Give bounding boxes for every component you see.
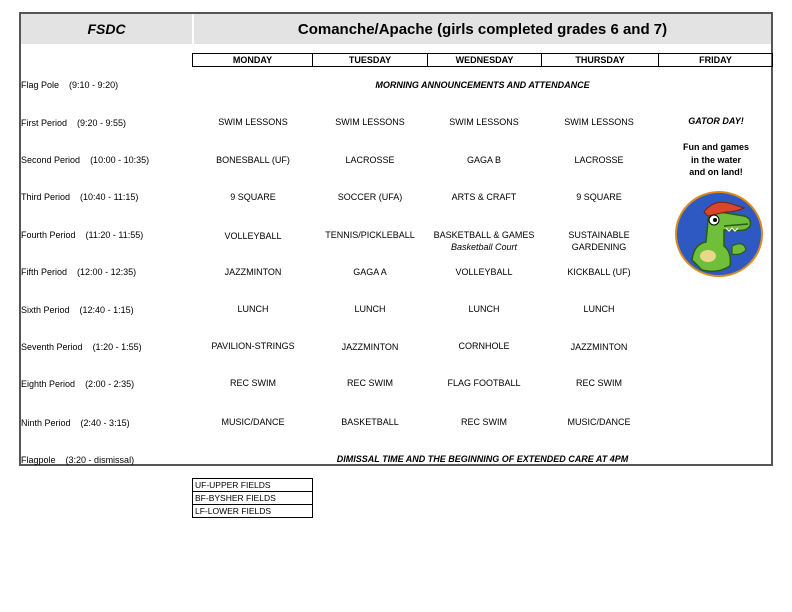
schedule-cell: 9 SQUARE: [230, 192, 276, 202]
period-label: Eighth Period (2:00 - 2:35): [21, 379, 135, 389]
schedule-cell: VOLLEYBALL: [224, 231, 282, 241]
schedule-cell: SUSTAINABLE GARDENING: [568, 230, 630, 252]
gator-day-title: GATOR DAY!: [688, 116, 744, 126]
morning-banner: MORNING ANNOUNCEMENTS AND ATTENDANCE: [375, 80, 590, 90]
location-note: Basketball Court: [450, 242, 518, 252]
dismissal-banner: DIMISSAL TIME AND THE BEGINNING OF EXTENDED CARE AT 4PM: [336, 454, 629, 464]
schedule-cell: KICKBALL (UF): [567, 267, 631, 277]
schedule-cell: PAVILION-STRINGS: [211, 341, 295, 351]
schedule-cell: JAZZMINTON: [570, 342, 628, 352]
day-friday: FRIDAY: [699, 55, 732, 65]
legend-item: UF-UPPER FIELDS: [193, 479, 312, 492]
schedule-cell: MUSIC/DANCE: [221, 417, 285, 427]
period-label: Fourth Period (11:20 - 11:55): [21, 230, 144, 240]
friday-line: in the water: [690, 154, 741, 165]
schedule-cell: GAGA A: [353, 267, 387, 277]
day-monday: MONDAY: [193, 54, 313, 66]
schedule-cell: LUNCH: [237, 304, 269, 314]
field-legend: [192, 478, 313, 518]
schedule-cell: JAZZMINTON: [224, 267, 282, 277]
schedule-cell: SWIM LESSONS: [449, 117, 519, 127]
schedule-cell: REC SWIM: [230, 378, 276, 388]
schedule-cell: SWIM LESSONS: [564, 117, 634, 127]
day-header-row: [192, 53, 773, 67]
period-label: Fifth Period (12:00 - 12:35): [21, 267, 137, 277]
schedule-cell: CORNHOLE: [458, 341, 510, 351]
period-label: Sixth Period (12:40 - 1:15): [21, 305, 134, 315]
friday-line: Fun and games: [682, 142, 749, 152]
schedule-cell: GAGA B: [466, 155, 501, 165]
period-label: Seventh Period (1:20 - 1:55): [21, 342, 142, 352]
schedule-cell: SWIM LESSONS: [218, 117, 288, 127]
schedule-cell: FLAG FOOTBALL: [447, 378, 521, 388]
period-label: Ninth Period (2:40 - 3:15): [21, 418, 130, 428]
schedule-cell: 9 SQUARE: [576, 192, 622, 202]
legend-item: LF-LOWER FIELDS: [195, 506, 272, 516]
schedule-cell: REC SWIM: [576, 378, 622, 388]
org-name: FSDC: [87, 21, 126, 37]
schedule-cell: BONESBALL (UF): [216, 155, 290, 165]
page-title: Comanche/Apache (girls completed grades 6 and 7): [297, 20, 668, 38]
schedule-cell: SWIM LESSONS: [335, 117, 405, 127]
day-tuesday: TUESDAY: [313, 54, 428, 66]
period-label: First Period (9:20 - 9:55): [21, 118, 127, 128]
schedule-cell: TENNIS/PICKLEBALL: [325, 230, 415, 240]
activity-label: BASKETBALL & GAMES: [433, 230, 535, 240]
schedule-cell: BASKETBALL: [341, 417, 399, 427]
schedule-cell: LACROSSE: [574, 155, 624, 165]
schedule-cell: MUSIC/DANCE: [567, 417, 631, 427]
schedule-cell: [426, 229, 542, 253]
period-label: Flagpole (3:20 - dismissal): [21, 455, 135, 465]
schedule-cell: LUNCH: [468, 304, 500, 314]
schedule-cell: VOLLEYBALL: [455, 267, 513, 277]
schedule-cell: LUNCH: [354, 304, 386, 314]
schedule-cell: LACROSSE: [345, 155, 395, 165]
period-label: Third Period (10:40 - 11:15): [21, 192, 139, 202]
schedule-cell: REC SWIM: [347, 378, 393, 388]
schedule-cell: ARTS & CRAFT: [451, 192, 517, 202]
schedule-cell: SOCCER (UFA): [337, 192, 403, 202]
day-thursday: THURSDAY: [542, 54, 659, 66]
friday-line: and on land!: [689, 167, 743, 177]
gator-mascot-icon: [674, 190, 764, 278]
schedule-cell: LUNCH: [583, 304, 615, 314]
friday-description: [670, 141, 762, 179]
schedule-cell: JAZZMINTON: [341, 342, 399, 352]
day-wednesday: WEDNESDAY: [428, 54, 542, 66]
schedule-cell: REC SWIM: [461, 417, 507, 427]
period-label: Flag Pole (9:10 - 9:20): [21, 80, 119, 90]
period-label: Second Period (10:00 - 10:35): [21, 155, 150, 165]
legend-item: BF-BYSHER FIELDS: [193, 492, 312, 505]
